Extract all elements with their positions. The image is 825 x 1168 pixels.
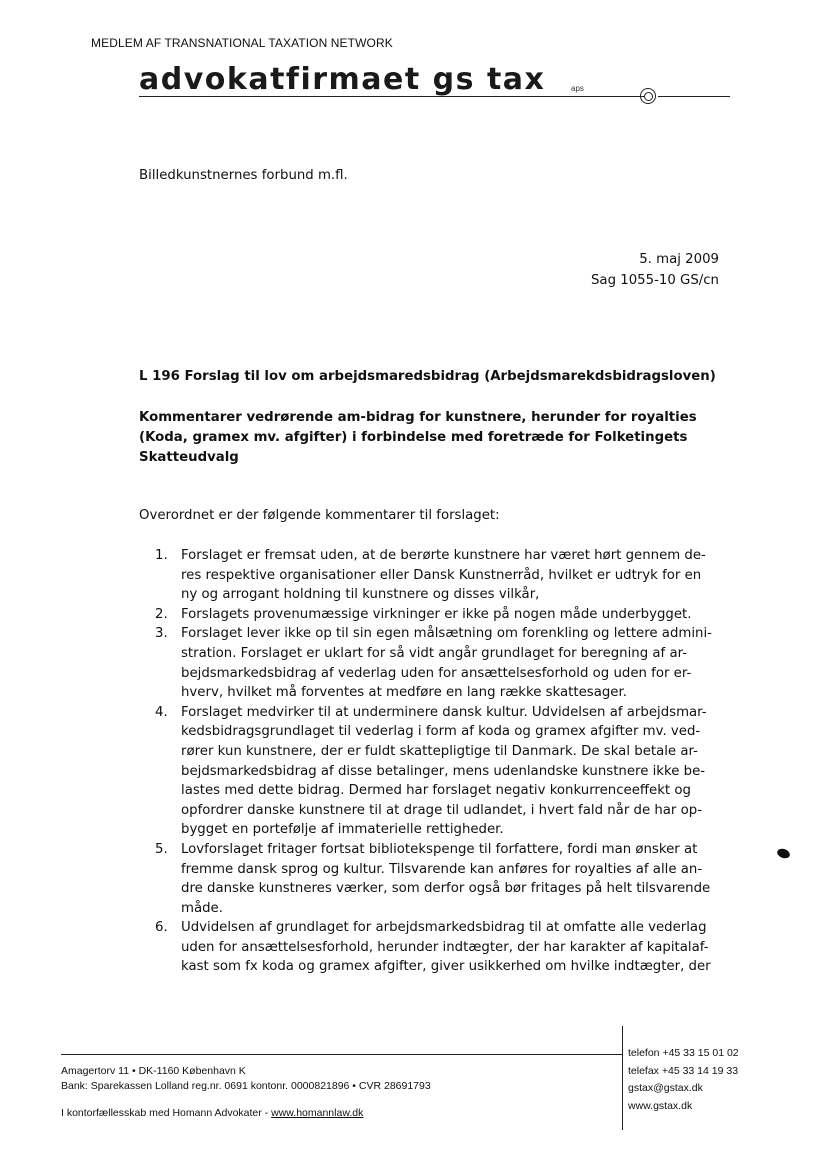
list-item-line: dre danske kunstneres værker, som derfor også bør fritages på helt tilsvarende bbox=[181, 881, 711, 897]
list-item-line: kast som fx koda og gramex afgifter, giver usikkerhed om hvilke indtægter, der bbox=[181, 959, 711, 975]
date-block bbox=[591, 249, 719, 291]
list-item bbox=[139, 605, 719, 625]
case-reference: Sag 1055-10 GS/cn bbox=[590, 273, 719, 288]
list-item-number: 6. bbox=[155, 920, 168, 936]
list-item-line: ny og arrogant holdning til kunstnere og disses vilkår, bbox=[181, 587, 540, 603]
list-item-line: Forslagets provenumæssige virkninger er ikke på nogen måde underbygget. bbox=[181, 606, 692, 622]
firm-logo-suffix: aps bbox=[571, 84, 584, 93]
footer-partner bbox=[61, 1106, 431, 1121]
network-membership-line: MEDLEM AF TRANSNATIONAL TAXATION NETWORK bbox=[91, 36, 393, 50]
footer-address-block bbox=[61, 1064, 431, 1121]
email-link[interactable]: gstax@gstax.dk bbox=[628, 1082, 703, 1094]
list-item-line: rører kun kunstnere, der er fuldt skattepligtige til Danmark. De skal betale ar- bbox=[181, 743, 698, 759]
list-item-number: 4. bbox=[155, 704, 168, 720]
footer-address: Amagertorv 11 • DK-1160 København K bbox=[61, 1065, 246, 1077]
list-item-line: bejdsmarkedsbidrag af disse betalinger, mens udenlandske kunstnere ikke be- bbox=[181, 763, 706, 779]
list-item bbox=[139, 840, 719, 918]
list-item-line: Udvidelsen af grundlaget for arbejdsmarkedsbidrag til at omfatte alle vederlag bbox=[181, 920, 707, 936]
footer-fax: telefax +45 33 14 19 33 bbox=[628, 1064, 739, 1077]
website-link[interactable]: www.gstax.dk bbox=[628, 1099, 693, 1112]
footer-contact-block bbox=[628, 1045, 739, 1115]
firm-logo-wordmark: advokatfirmaet gs tax bbox=[139, 62, 546, 97]
list-item-line: bygget en portefølje af immaterielle rettigheder. bbox=[181, 822, 504, 838]
letterhead-rule bbox=[139, 96, 645, 97]
subject-line: L 196 Forslag til lov om arbejdsmaredsbidrag (Arbejdsmarekdsbidragsloven) bbox=[139, 369, 716, 384]
comment-heading: Kommentarer vedrørende am-bidrag for kunstnere, herunder for royalties (Koda, gramex mv. afgifter) i forbindelse med foretræde for Folketingets Skatteudvalg bbox=[139, 410, 697, 465]
list-item-line: hverv, hvilket må forventes at medføre en lang række skattesager. bbox=[181, 685, 627, 701]
footer-bank: Bank: Sparekassen Lolland reg.nr. 0691 kontonr. 0000821896 • CVR 28691793 bbox=[61, 1080, 431, 1092]
list-item bbox=[139, 703, 719, 840]
list-item-line: bejdsmarkedsbidrag af vederlag uden for ansættelsesforhold og uden for er- bbox=[181, 665, 692, 681]
list-item-line: Forslaget er fremsat uden, at de berørte kunstnere har været hørt gennem de- bbox=[181, 548, 706, 563]
list-item bbox=[139, 546, 719, 605]
list-item-line: stration. Forslaget er uklart for så vidt angår grundlaget for beregning af ar- bbox=[181, 645, 688, 661]
partner-website-link[interactable]: www.homannlaw.dk bbox=[271, 1107, 364, 1119]
list-item-line: lastes med dette bidrag. Dermed har forslaget negativ konkurrenceeffekt og bbox=[181, 783, 691, 799]
margin-ink-mark bbox=[776, 847, 791, 860]
comment-list bbox=[139, 546, 719, 977]
list-item-line: opfordrer danske kunstnere til at drage til udlandet, i hvert fald når de har op- bbox=[181, 802, 702, 818]
footer-partner-text: I kontorfællesskab med Homann Advokater - bbox=[61, 1107, 272, 1119]
list-item-number: 2. bbox=[155, 606, 168, 622]
list-item bbox=[139, 918, 719, 977]
list-item-line: Forslaget lever ikke op til sin egen målsætning om forenkling og lettere admini- bbox=[181, 626, 712, 642]
list-item bbox=[139, 624, 719, 702]
list-item-line: res respektive organisationer eller Dansk Kunstnerråd, hvilket er udtryk for en bbox=[181, 567, 702, 583]
list-item-line: Forslaget medvirker til at underminere dansk kultur. Udvidelsen af arbejdsmar- bbox=[181, 704, 707, 720]
footer-rule bbox=[61, 1054, 622, 1055]
letterhead-rule-right bbox=[658, 96, 730, 97]
list-item-line: uden for ansættelsesforhold, herunder indtægter, der har karakter af kapitalaf- bbox=[181, 939, 709, 955]
letter-date: 5. maj 2009 bbox=[639, 252, 719, 267]
footer-phone: telefon +45 33 15 01 02 bbox=[628, 1047, 739, 1059]
intro-paragraph: Overordnet er der følgende kommentarer til forslaget: bbox=[139, 508, 500, 523]
list-item-number: 1. bbox=[155, 548, 168, 563]
list-item-number: 3. bbox=[155, 626, 168, 642]
list-item-line: kedsbidragsgrundlaget til vederlag i form af koda og gramex afgifter mv. ved- bbox=[181, 724, 701, 740]
recipient: Billedkunstnernes forbund m.fl. bbox=[139, 168, 348, 183]
list-item-number: 5. bbox=[155, 841, 168, 857]
list-item-line: fremme dansk sprog og kultur. Tilsvarende kan anføres for royalties af alle an- bbox=[181, 861, 703, 877]
list-item-line: måde. bbox=[181, 900, 223, 916]
letterhead-seal-icon bbox=[640, 88, 656, 104]
footer-divider bbox=[622, 1026, 623, 1130]
list-item-line: Lovforslaget fritager fortsat bibliotekspenge til forfattere, fordi man ønsker at bbox=[181, 841, 698, 857]
